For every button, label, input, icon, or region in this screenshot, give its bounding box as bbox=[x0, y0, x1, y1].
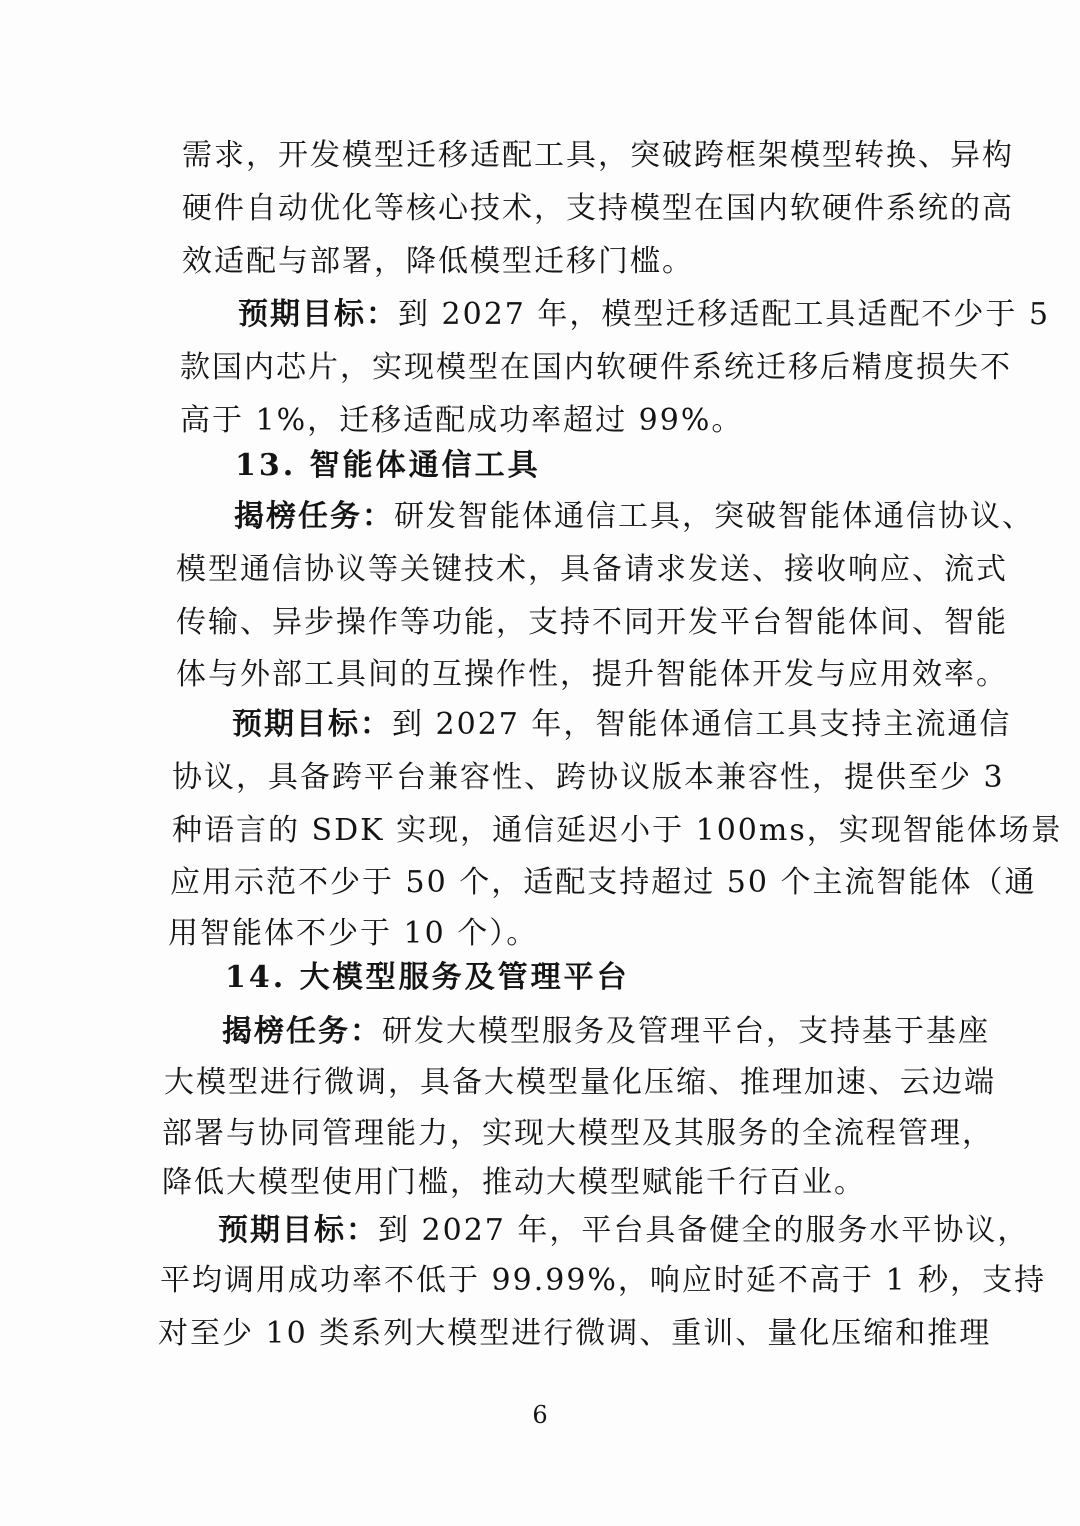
paragraph-line: 体与外部工具间的互操作性，提升智能体开发与应用效率。 bbox=[176, 657, 1008, 692]
paragraph-label: 预期目标： bbox=[238, 297, 398, 332]
paragraph-line: 款国内芯片，实现模型在国内软硬件系统迁移后精度损失不 bbox=[180, 350, 1012, 385]
paragraph-text: 到 2027 年，平台具备健全的服务水平协议， bbox=[378, 1213, 1030, 1248]
paragraph-label: 预期目标： bbox=[232, 707, 392, 742]
paragraph-line bbox=[232, 705, 1011, 745]
paragraph-line: 硬件自动优化等核心技术，支持模型在国内软硬件系统的高 bbox=[182, 191, 1014, 226]
paragraph-line: 模型通信协议等关键技术，具备请求发送、接收响应、流式 bbox=[176, 552, 1008, 587]
paragraph-line: 传输、异步操作等功能，支持不同开发平台智能体间、智能 bbox=[176, 605, 1008, 640]
paragraph-line bbox=[222, 1012, 990, 1052]
paragraph-line: 效适配与部署，降低模型迁移门槛。 bbox=[182, 244, 694, 279]
paragraph-text: 研发智能体通信工具，突破智能体通信协议、 bbox=[394, 499, 1034, 534]
paragraph-line bbox=[234, 497, 1034, 537]
paragraph-line: 高于 1%，迁移适配成功率超过 99%。 bbox=[180, 403, 744, 438]
paragraph-line: 大模型进行微调，具备大模型量化压缩、推理加速、云边端 bbox=[164, 1065, 996, 1100]
paragraph-text: 到 2027 年，模型迁移适配工具适配不少于 5 bbox=[398, 297, 1051, 332]
paragraph-line: 对至少 10 类系列大模型进行微调、重训、量化压缩和推理 bbox=[158, 1316, 992, 1351]
paragraph-line: 需求，开发模型迁移适配工具，突破跨框架模型转换、异构 bbox=[182, 138, 1014, 173]
paragraph-text: 研发大模型服务及管理平台，支持基于基座 bbox=[382, 1014, 990, 1049]
paragraph-line: 平均调用成功率不低于 99.99%，响应时延不高于 1 秒，支持 bbox=[160, 1263, 1047, 1298]
section-heading: 13. 智能体通信工具 bbox=[235, 448, 541, 483]
section-heading: 14. 大模型服务及管理平台 bbox=[225, 960, 630, 995]
paragraph-line: 降低大模型使用门槛，推动大模型赋能千行百业。 bbox=[162, 1165, 866, 1200]
paragraph-label: 揭榜任务： bbox=[234, 499, 394, 534]
paragraph-line: 协议，具备跨平台兼容性、跨协议版本兼容性，提供至少 3 bbox=[172, 760, 1005, 795]
paragraph-label: 揭榜任务： bbox=[222, 1014, 382, 1049]
paragraph-line: 应用示范不少于 50 个，适配支持超过 50 个主流智能体（通 bbox=[170, 865, 1037, 900]
paragraph-text: 到 2027 年，智能体通信工具支持主流通信 bbox=[392, 707, 1012, 742]
paragraph-label: 预期目标： bbox=[218, 1213, 378, 1248]
paragraph-line: 种语言的 SDK 实现，通信延迟小于 100ms，实现智能体场景 bbox=[172, 813, 1063, 848]
paragraph-line bbox=[238, 295, 1050, 335]
paragraph-line: 部署与协同管理能力，实现大模型及其服务的全流程管理， bbox=[162, 1116, 994, 1151]
page-number: 6 bbox=[532, 1401, 548, 1429]
paragraph-line bbox=[218, 1211, 1029, 1251]
paragraph-line: 用智能体不少于 10 个）。 bbox=[168, 916, 539, 951]
